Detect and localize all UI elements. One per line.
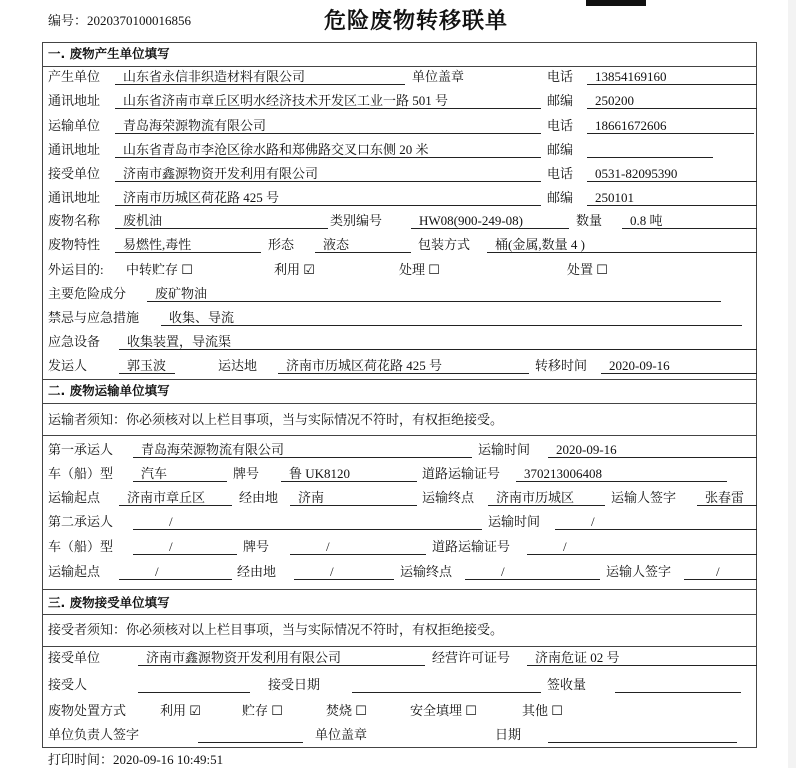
label: 禁忌与应急措施 bbox=[48, 310, 140, 325]
label: 经由地 bbox=[239, 490, 279, 505]
page-title: 危险废物转移联单 bbox=[324, 9, 509, 34]
label: 道路运输证号 bbox=[422, 466, 501, 481]
label: 主要危险成分 bbox=[48, 286, 127, 301]
label: 车（船）型 bbox=[48, 539, 114, 554]
received-amount-field[interactable] bbox=[615, 676, 741, 693]
label: 运输人签字 bbox=[611, 490, 677, 505]
receiver-field[interactable]: 济南市鑫源物资开发利用有限公司 bbox=[115, 165, 541, 182]
carrier1-end-field[interactable]: 济南市历城区 bbox=[488, 489, 605, 506]
checkbox-icon[interactable]: ☐ bbox=[551, 703, 563, 718]
carrier2-sign-field[interactable]: / bbox=[684, 563, 757, 580]
transfer-time-field[interactable]: 2020-09-16 bbox=[601, 357, 757, 374]
producer-zip-field[interactable]: 250200 bbox=[587, 92, 757, 109]
producer-field[interactable]: 山东省永信非织造材料有限公司 bbox=[115, 68, 405, 85]
label: 类别编号 bbox=[330, 213, 383, 228]
divider bbox=[42, 379, 757, 380]
divider bbox=[42, 614, 757, 615]
carrier1-sign-field[interactable]: 张春雷 bbox=[697, 489, 757, 506]
divider bbox=[42, 435, 757, 436]
equipment-field[interactable]: 收集装置，导流渠 bbox=[119, 333, 757, 350]
label: 电话 bbox=[547, 118, 574, 133]
label: 牌号 bbox=[233, 466, 260, 481]
waste-name-field[interactable]: 废机油 bbox=[115, 212, 328, 229]
carrier2-start-field[interactable]: / bbox=[119, 563, 232, 580]
carrier2-vehicle-field[interactable]: / bbox=[133, 538, 237, 555]
option-label: 焚烧 bbox=[326, 703, 353, 718]
print-time: 打印时间：2020-09-16 10:49:51 bbox=[48, 752, 224, 767]
form-field[interactable]: 液态 bbox=[315, 236, 411, 253]
carrier1-vehicle-field[interactable]: 汽车 bbox=[133, 465, 227, 482]
divider bbox=[42, 589, 757, 590]
label: 单位负责人签字 bbox=[48, 727, 140, 742]
label: 单位盖章 bbox=[315, 727, 368, 742]
label: 运输单位 bbox=[48, 118, 101, 133]
receiver-zip-field[interactable]: 250101 bbox=[587, 189, 757, 206]
label: 应急设备 bbox=[48, 334, 101, 349]
transporter-zip-field[interactable] bbox=[587, 141, 713, 158]
label: 运输起点 bbox=[48, 490, 101, 505]
checkbox-icon[interactable]: ☐ bbox=[355, 703, 367, 718]
option-label: 其他 bbox=[522, 703, 549, 718]
label: 道路运输证号 bbox=[432, 539, 511, 554]
divider bbox=[42, 66, 757, 67]
checkbox-icon[interactable]: ☐ bbox=[428, 262, 440, 277]
option-label: 中转贮存 bbox=[126, 262, 179, 277]
method-option-other[interactable] bbox=[522, 702, 563, 720]
label: 邮编 bbox=[547, 142, 574, 157]
carrier2-field[interactable]: / bbox=[133, 513, 482, 530]
carrier1-start-field[interactable]: 济南市章丘区 bbox=[119, 489, 232, 506]
label: 签收量 bbox=[547, 677, 587, 692]
shipper-field[interactable]: 郭玉波 bbox=[119, 357, 175, 374]
label: 运输终点 bbox=[400, 564, 453, 579]
label: 接受单位 bbox=[48, 166, 101, 181]
checkbox-icon[interactable]: ☐ bbox=[596, 262, 608, 277]
label: 单位盖章 bbox=[412, 69, 465, 84]
checkbox-icon[interactable]: ☐ bbox=[271, 703, 283, 718]
carrier1-field[interactable]: 青岛海荣源物流有限公司 bbox=[133, 441, 472, 458]
label: 车（船）型 bbox=[48, 466, 114, 481]
serial-number: 编号：2020370100016856 bbox=[48, 13, 192, 28]
label: 邮编 bbox=[547, 93, 574, 108]
label: 发运人 bbox=[48, 358, 88, 373]
label: 经营许可证号 bbox=[432, 650, 511, 665]
property-field[interactable]: 易燃性,毒性 bbox=[115, 236, 261, 253]
checkbox-icon[interactable]: ☑ bbox=[189, 703, 201, 718]
purpose-option-treat[interactable] bbox=[399, 261, 440, 279]
label: 第二承运人 bbox=[48, 514, 114, 529]
label: 通讯地址 bbox=[48, 93, 101, 108]
packaging-field[interactable]: 桶(金属,数量 4 ) bbox=[487, 236, 757, 253]
label: 运输时间 bbox=[488, 514, 541, 529]
label: 运输起点 bbox=[48, 564, 101, 579]
purpose-option-utilize[interactable] bbox=[274, 261, 315, 279]
carrier1-via-field[interactable]: 济南 bbox=[290, 489, 417, 506]
taboo-field[interactable]: 收集、导流 bbox=[161, 309, 742, 326]
label: 日期 bbox=[495, 727, 522, 742]
head-sign-field[interactable] bbox=[198, 726, 303, 743]
quantity-field[interactable]: 0.8 吨 bbox=[622, 212, 757, 229]
checkbox-icon[interactable]: ☐ bbox=[465, 703, 477, 718]
sign-date-field[interactable] bbox=[548, 726, 737, 743]
label: 包装方式 bbox=[418, 237, 471, 252]
option-label: 安全填埋 bbox=[410, 703, 463, 718]
label: 接受日期 bbox=[268, 677, 321, 692]
option-label: 处置 bbox=[567, 262, 594, 277]
option-label: 处理 bbox=[399, 262, 426, 277]
transporter-address-field[interactable]: 山东省青岛市李沧区徐水路和郑佛路交叉口东侧 20 米 bbox=[115, 141, 541, 158]
option-label: 利用 bbox=[274, 262, 301, 277]
label: 数量 bbox=[576, 213, 603, 228]
label: 产生单位 bbox=[48, 69, 101, 84]
label: 通讯地址 bbox=[48, 142, 101, 157]
carrier2-via-field[interactable]: / bbox=[294, 563, 394, 580]
section3-heading: 三. 废物接受单位填写 bbox=[48, 595, 170, 610]
method-option-incinerate[interactable] bbox=[326, 702, 367, 720]
transporter-phone-field[interactable]: 18661672606 bbox=[587, 117, 754, 134]
license-field[interactable]: 济南危证 02 号 bbox=[527, 649, 757, 666]
carrier1-permit-field[interactable]: 370213006408 bbox=[516, 465, 727, 482]
label: 转移时间 bbox=[535, 358, 588, 373]
scrollbar[interactable] bbox=[788, 0, 796, 768]
carrier2-plate-field[interactable]: / bbox=[290, 538, 426, 555]
carrier1-time-field[interactable]: 2020-09-16 bbox=[548, 441, 757, 458]
transport-notice: 运输者须知：你必须核对以上栏目事项，当与实际情况不符时，有权拒绝接受。 bbox=[48, 412, 504, 427]
destination-field[interactable]: 济南市历城区荷花路 425 号 bbox=[278, 357, 529, 374]
label: 外运目的: bbox=[48, 262, 104, 277]
transporter-field[interactable]: 青岛海荣源物流有限公司 bbox=[115, 117, 541, 134]
receiving-unit-field[interactable]: 济南市鑫源物资开发利用有限公司 bbox=[138, 649, 425, 666]
checkbox-icon[interactable]: ☑ bbox=[303, 262, 315, 277]
method-option-landfill[interactable] bbox=[410, 702, 477, 720]
label: 废物处置方式 bbox=[48, 703, 127, 718]
label: 运输终点 bbox=[422, 490, 475, 505]
label: 牌号 bbox=[243, 539, 270, 554]
purpose-option-dispose[interactable] bbox=[567, 261, 608, 279]
label: 废物特性 bbox=[48, 237, 101, 252]
section2-heading: 二. 废物运输单位填写 bbox=[48, 383, 170, 398]
label: 第一承运人 bbox=[48, 442, 114, 457]
receiver-address-field[interactable]: 济南市历城区荷花路 425 号 bbox=[115, 189, 541, 206]
receive-date-field[interactable] bbox=[352, 676, 541, 693]
qr-code bbox=[586, 0, 646, 6]
label: 通讯地址 bbox=[48, 190, 101, 205]
label: 接受人 bbox=[48, 677, 88, 692]
label: 邮编 bbox=[547, 190, 574, 205]
component-field[interactable]: 废矿物油 bbox=[147, 285, 721, 302]
label: 形态 bbox=[268, 237, 295, 252]
checkbox-icon[interactable]: ☐ bbox=[181, 262, 193, 277]
label: 电话 bbox=[547, 166, 574, 181]
divider bbox=[42, 403, 757, 404]
carrier1-plate-field[interactable]: 鲁 UK8120 bbox=[281, 465, 417, 482]
section1-heading: 一. 废物产生单位填写 bbox=[48, 46, 170, 61]
receive-notice: 接受者须知：你必须核对以上栏目事项，当与实际情况不符时，有权拒绝接受。 bbox=[48, 622, 504, 637]
label: 运达地 bbox=[218, 358, 258, 373]
label: 运输时间 bbox=[478, 442, 531, 457]
category-field[interactable]: HW08(900-249-08) bbox=[411, 212, 569, 229]
label: 废物名称 bbox=[48, 213, 101, 228]
label: 接受单位 bbox=[48, 650, 101, 665]
receiver-person-field[interactable] bbox=[138, 676, 250, 693]
label: 经由地 bbox=[237, 564, 277, 579]
divider bbox=[42, 646, 757, 647]
producer-phone-field[interactable]: 13854169160 bbox=[587, 68, 757, 85]
option-label: 贮存 bbox=[242, 703, 269, 718]
option-label: 利用 bbox=[160, 703, 187, 718]
receiver-phone-field[interactable]: 0531-82095390 bbox=[587, 165, 757, 182]
method-option-utilize[interactable] bbox=[160, 702, 201, 720]
label: 电话 bbox=[547, 69, 574, 84]
purpose-option-transfer-storage[interactable] bbox=[126, 261, 193, 279]
carrier2-end-field[interactable]: / bbox=[465, 563, 600, 580]
label: 运输人签字 bbox=[606, 564, 672, 579]
carrier2-permit-field[interactable]: / bbox=[527, 538, 757, 555]
producer-address-field[interactable]: 山东省济南市章丘区明水经济技术开发区工业一路 501 号 bbox=[115, 92, 541, 109]
carrier2-time-field[interactable]: / bbox=[555, 513, 757, 530]
method-option-storage[interactable] bbox=[242, 702, 283, 720]
